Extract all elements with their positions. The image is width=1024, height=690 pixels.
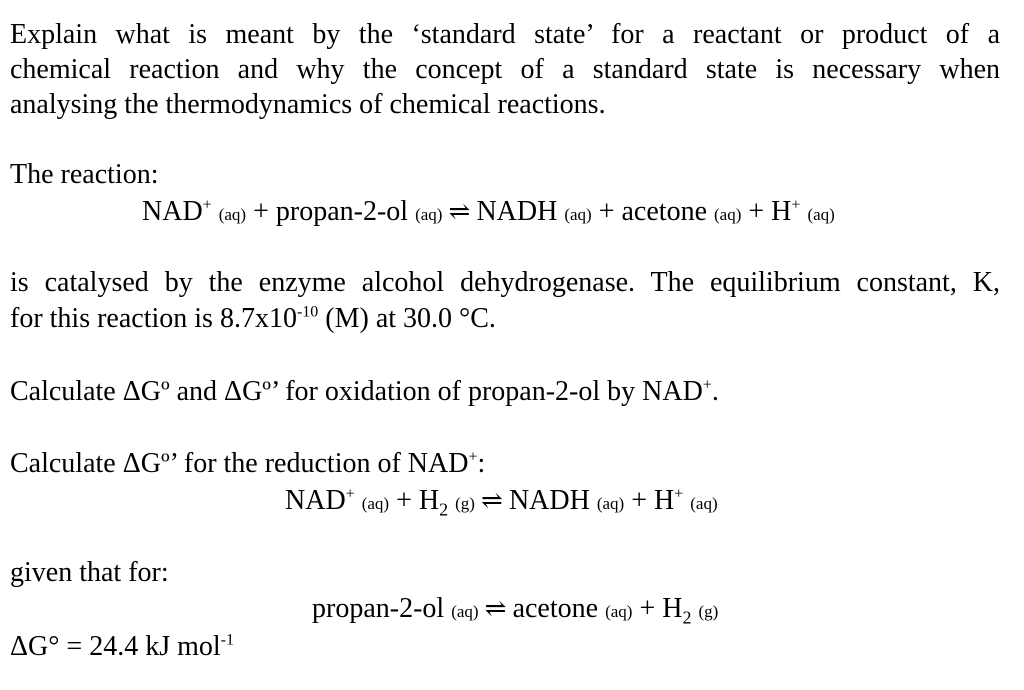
state-aq: (aq) bbox=[714, 205, 742, 224]
proton-species: H+ bbox=[654, 485, 684, 516]
proton-species: H+ bbox=[771, 196, 801, 227]
state-aq: (aq) bbox=[596, 494, 625, 513]
plus-sign: + bbox=[253, 196, 269, 227]
question-line-3: analysing the thermodynamics of chemical reactions. bbox=[10, 89, 606, 120]
catalysis-line-1: is catalysed by the enzyme alcohol dehydrogenase. The equilibrium constant, K, bbox=[10, 267, 1000, 298]
state-aq: (aq) bbox=[361, 494, 390, 513]
reaction-intro: The reaction: bbox=[10, 159, 159, 190]
reaction-equation-2 bbox=[285, 484, 718, 521]
state-aq: (aq) bbox=[451, 602, 479, 621]
nad-species: NAD+ bbox=[285, 485, 355, 516]
reaction-equation-1 bbox=[142, 195, 835, 232]
state-aq: (aq) bbox=[807, 205, 835, 224]
plus-sign: + bbox=[748, 196, 765, 227]
state-aq: (aq) bbox=[690, 494, 718, 513]
propanol-species: propan-2-ol bbox=[312, 593, 445, 624]
hydrogen-species: $H_2$ bbox=[418, 485, 449, 520]
state-aq: (aq) bbox=[564, 205, 592, 224]
hydrogen-species: $H_2$ bbox=[662, 593, 692, 628]
question-line-1: Explain what is meant by the ‘standard state’ for a reactant or product of a bbox=[10, 19, 1000, 50]
plus-sign: + bbox=[639, 593, 656, 624]
acetone-species: acetone bbox=[512, 593, 599, 624]
acetone-species: acetone bbox=[621, 196, 707, 227]
given-that-label: given that for: bbox=[10, 557, 169, 588]
plus-sign: + bbox=[631, 485, 647, 516]
state-g: (g) bbox=[698, 602, 719, 621]
calculation-2: Calculate ΔGº’ for the reduction of NAD+: bbox=[10, 448, 486, 479]
nad-species: NAD+ bbox=[142, 196, 212, 227]
question-line-2: chemical reaction and why the concept of a standard state is necessary when bbox=[10, 54, 1000, 85]
reaction-equation-3 bbox=[312, 592, 718, 629]
propanol-species: propan-2-ol bbox=[275, 196, 409, 227]
nadh-species: NADH bbox=[508, 485, 590, 516]
equilibrium-arrow-icon: ⇌ bbox=[481, 486, 503, 515]
plus-sign: + bbox=[598, 196, 615, 227]
delta-g-value: ΔG° = 24.4 kJ mol$^{-1}$ bbox=[10, 631, 234, 662]
catalysis-line-2: for this reaction is $8.7x10^{-10}$ (M) at 30.0 °C. bbox=[10, 303, 496, 334]
equilibrium-arrow-icon: ⇌ bbox=[484, 594, 507, 623]
equilibrium-arrow-icon: ⇌ bbox=[448, 197, 471, 226]
plus-sign: + bbox=[396, 485, 412, 516]
calculation-1: Calculate ΔGº and ΔGº’ for oxidation of propan-2-ol by NAD+. bbox=[10, 376, 719, 407]
nadh-species: NADH bbox=[476, 196, 558, 227]
state-aq: (aq) bbox=[415, 205, 443, 224]
state-aq: (aq) bbox=[605, 602, 633, 621]
state-g: (g) bbox=[455, 494, 475, 513]
state-aq: (aq) bbox=[218, 205, 247, 224]
